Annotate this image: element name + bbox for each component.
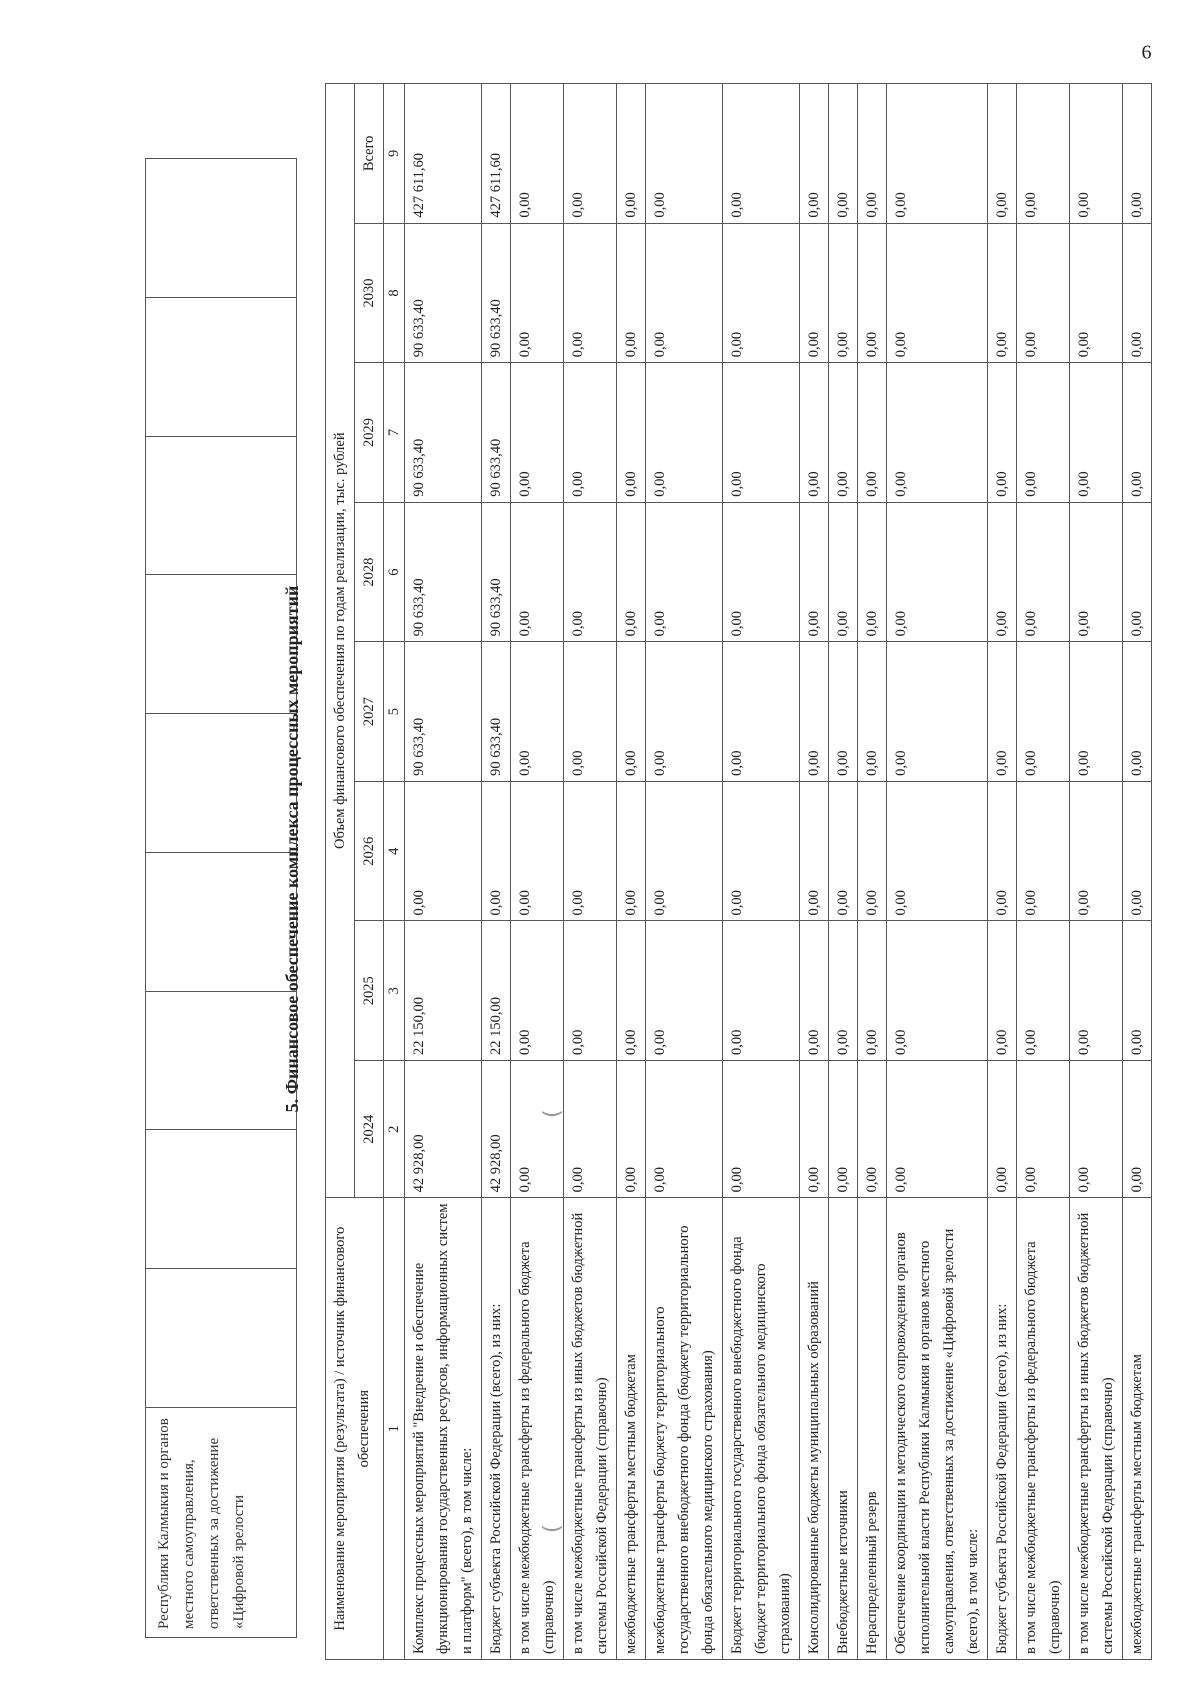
row-year-value: 0,00 xyxy=(617,921,646,1061)
row-total-value: 0,00 xyxy=(988,84,1017,224)
row-year-value: 0,00 xyxy=(1070,781,1123,921)
row-year-value: 0,00 xyxy=(858,781,887,921)
row-year-value: 0,00 xyxy=(1123,363,1152,503)
empty-cell xyxy=(146,297,297,436)
header-index: 4 xyxy=(384,781,405,921)
row-year-value: 90 633,40 xyxy=(405,223,482,363)
row-year-value: 0,00 xyxy=(617,1061,646,1198)
row-year-value: 0,00 xyxy=(800,223,829,363)
row-year-value: 0,00 xyxy=(564,781,617,921)
row-year-value: 0,00 xyxy=(829,921,858,1061)
row-year-value: 0,00 xyxy=(646,1061,723,1198)
row-year-value: 0,00 xyxy=(1017,642,1070,782)
row-year-value: 0,00 xyxy=(887,1061,988,1198)
row-year-value: 0,00 xyxy=(1123,781,1152,921)
row-total-value: 0,00 xyxy=(858,84,887,224)
header-index: 2 xyxy=(384,1061,405,1198)
row-year-value: 0,00 xyxy=(723,1061,800,1198)
table-row xyxy=(829,84,858,1660)
row-year-value: 90 633,40 xyxy=(405,502,482,642)
row-year-value: 0,00 xyxy=(858,1061,887,1198)
row-year-value: 0,00 xyxy=(617,642,646,782)
row-year-value: 42 928,00 xyxy=(482,1061,511,1198)
row-total-value: 0,00 xyxy=(800,84,829,224)
row-year-value: 0,00 xyxy=(1017,1061,1070,1198)
row-year-value: 0,00 xyxy=(405,781,482,921)
row-year-value: 0,00 xyxy=(887,363,988,503)
row-total-value: 0,00 xyxy=(1070,84,1123,224)
row-year-value: 0,00 xyxy=(564,223,617,363)
header-total: Всего xyxy=(355,84,384,224)
row-name: Нераспределенный резерв xyxy=(858,1198,887,1660)
empty-cell xyxy=(146,436,297,575)
row-year-value: 0,00 xyxy=(988,1061,1017,1198)
row-name: Бюджет субъекта Российской Федерации (всего), из них: xyxy=(988,1198,1017,1660)
row-total-value: 0,00 xyxy=(646,84,723,224)
row-year-value: 0,00 xyxy=(800,1061,829,1198)
header-index: 9 xyxy=(384,84,405,224)
responsible-line: местного самоуправления, xyxy=(181,1459,197,1629)
row-year-value: 0,00 xyxy=(829,642,858,782)
table-row xyxy=(1017,84,1070,1660)
row-year-value: 0,00 xyxy=(1123,642,1152,782)
header-index: 1 xyxy=(384,1198,405,1660)
row-total-value: 0,00 xyxy=(564,84,617,224)
row-year-value: 0,00 xyxy=(646,781,723,921)
responsible-line: «Цифровой зрелости xyxy=(231,1494,247,1629)
scan-mark: ( xyxy=(540,1109,565,1118)
row-year-value: 0,00 xyxy=(887,642,988,782)
header-year: 2028 xyxy=(355,502,384,642)
empty-cell xyxy=(146,852,297,991)
row-year-value: 0,00 xyxy=(800,781,829,921)
row-year-value: 0,00 xyxy=(988,921,1017,1061)
row-year-value: 0,00 xyxy=(1017,921,1070,1061)
row-year-value: 0,00 xyxy=(482,781,511,921)
responsible-line: Республики Калмыкия и органов xyxy=(156,1418,172,1629)
row-total-value: 0,00 xyxy=(1017,84,1070,224)
row-name: Обеспечение координации и методического сопровождения органов исполнительной власти Республики Калмыкия и органов местного самоуправления, ответственных за достижение «Цифровой зрелости (всего), в том числе: xyxy=(887,1198,988,1660)
header-index: 5 xyxy=(384,642,405,782)
row-year-value: 0,00 xyxy=(564,642,617,782)
row-year-value: 0,00 xyxy=(646,363,723,503)
row-year-value: 90 633,40 xyxy=(482,363,511,503)
row-year-value: 0,00 xyxy=(1070,1061,1123,1198)
row-year-value: 0,00 xyxy=(511,223,564,363)
row-year-value: 0,00 xyxy=(511,781,564,921)
header-year: 2024 xyxy=(355,1061,384,1198)
header-year: 2027 xyxy=(355,642,384,782)
financing-table xyxy=(325,83,1152,1660)
table-row xyxy=(617,84,646,1660)
page-number: 6 xyxy=(1141,41,1152,64)
header-group: Объем финансового обеспечения по годам реализации, тыс. рублей xyxy=(326,84,355,1198)
empty-cell xyxy=(146,1269,297,1408)
responsible-authorities-cell xyxy=(146,1408,297,1638)
table-row xyxy=(800,84,829,1660)
row-year-value: 0,00 xyxy=(1070,223,1123,363)
responsible-line: ответственных за достижение xyxy=(206,1437,222,1629)
row-year-value: 90 633,40 xyxy=(405,642,482,782)
row-year-value: 0,00 xyxy=(723,781,800,921)
row-year-value: 0,00 xyxy=(887,502,988,642)
row-year-value: 0,00 xyxy=(988,502,1017,642)
row-year-value: 0,00 xyxy=(1070,363,1123,503)
financing-table-body xyxy=(405,84,1152,1660)
row-year-value: 90 633,40 xyxy=(405,363,482,503)
row-name: межбюджетные трансферты местным бюджетам xyxy=(1123,1198,1152,1660)
row-year-value: 0,00 xyxy=(800,921,829,1061)
row-year-value: 0,00 xyxy=(1070,642,1123,782)
row-name: в том числе межбюджетные трансферты из иных бюджетов бюджетной системы Российской Федерации (справочно) xyxy=(564,1198,617,1660)
row-year-value: 0,00 xyxy=(723,502,800,642)
row-year-value: 0,00 xyxy=(511,1061,564,1198)
row-year-value: 0,00 xyxy=(858,363,887,503)
row-year-value: 0,00 xyxy=(1123,1061,1152,1198)
row-year-value: 0,00 xyxy=(988,223,1017,363)
row-year-value: 0,00 xyxy=(723,921,800,1061)
row-year-value: 0,00 xyxy=(1017,363,1070,503)
row-year-value: 90 633,40 xyxy=(482,502,511,642)
row-year-value: 0,00 xyxy=(988,781,1017,921)
empty-cell xyxy=(146,1130,297,1269)
row-year-value: 0,00 xyxy=(564,363,617,503)
row-year-value: 0,00 xyxy=(564,921,617,1061)
row-year-value: 0,00 xyxy=(858,642,887,782)
header-year: 2025 xyxy=(355,921,384,1061)
row-name: Бюджет территориального государственного внебюджетного фонда (бюджет территориального фонда обязательного медицинского страхования) xyxy=(723,1198,800,1660)
row-year-value: 0,00 xyxy=(564,1061,617,1198)
row-year-value: 0,00 xyxy=(723,223,800,363)
row-year-value: 0,00 xyxy=(800,642,829,782)
row-year-value: 0,00 xyxy=(858,921,887,1061)
section-title: 5. Финансовое обеспечение комплекса процессных мероприятий xyxy=(282,585,302,1113)
row-year-value: 0,00 xyxy=(617,223,646,363)
row-year-value: 0,00 xyxy=(723,363,800,503)
row-total-value: 0,00 xyxy=(829,84,858,224)
row-year-value: 0,00 xyxy=(1017,781,1070,921)
header-index: 8 xyxy=(384,223,405,363)
table-row xyxy=(1070,84,1123,1660)
header-year: 2029 xyxy=(355,363,384,503)
table-row xyxy=(858,84,887,1660)
header-index: 7 xyxy=(384,363,405,503)
empty-cell xyxy=(146,714,297,853)
row-year-value: 0,00 xyxy=(829,502,858,642)
row-name: Бюджет субъекта Российской Федерации (всего), из них: xyxy=(482,1198,511,1660)
row-name: межбюджетные трансферты бюджету территориального государственного внебюджетного фонда (бюджету территориального фонда обязательного медицинского страхования) xyxy=(646,1198,723,1660)
row-name: в том числе межбюджетные трансферты из федерального бюджета (справочно) xyxy=(1017,1198,1070,1660)
row-year-value: 0,00 xyxy=(723,642,800,782)
row-year-value: 0,00 xyxy=(646,502,723,642)
table-row xyxy=(887,84,988,1660)
row-year-value: 90 633,40 xyxy=(482,223,511,363)
table-row xyxy=(482,84,511,1660)
header-year: 2026 xyxy=(355,781,384,921)
row-year-value: 0,00 xyxy=(988,642,1017,782)
row-year-value: 0,00 xyxy=(617,363,646,503)
row-total-value: 0,00 xyxy=(887,84,988,224)
row-year-value: 0,00 xyxy=(1017,223,1070,363)
row-name: в том числе межбюджетные трансферты из иных бюджетов бюджетной системы Российской Федерации (справочно) xyxy=(1070,1198,1123,1660)
row-year-value: 0,00 xyxy=(887,921,988,1061)
table-row xyxy=(646,84,723,1660)
table-row xyxy=(723,84,800,1660)
row-name: Комплекс процессных мероприятий "Внедрение и обеспечение функционирования государственных ресурсов, информационных систем и платформ" (всего), в том числе: xyxy=(405,1198,482,1660)
row-year-value: 0,00 xyxy=(1070,921,1123,1061)
row-name: Консолидированные бюджеты муниципальных образований xyxy=(800,1198,829,1660)
row-year-value: 0,00 xyxy=(829,781,858,921)
row-year-value: 0,00 xyxy=(988,363,1017,503)
row-name: межбюджетные трансферты местным бюджетам xyxy=(617,1198,646,1660)
row-year-value: 0,00 xyxy=(887,781,988,921)
row-year-value: 0,00 xyxy=(511,921,564,1061)
table-row xyxy=(405,84,482,1660)
row-year-value: 0,00 xyxy=(1123,223,1152,363)
header-index: 6 xyxy=(384,502,405,642)
row-year-value: 0,00 xyxy=(511,642,564,782)
scan-mark: ( xyxy=(540,1524,565,1533)
row-year-value: 0,00 xyxy=(829,1061,858,1198)
header-index: 3 xyxy=(384,921,405,1061)
row-total-value: 0,00 xyxy=(723,84,800,224)
row-year-value: 90 633,40 xyxy=(482,642,511,782)
row-year-value: 0,00 xyxy=(1123,921,1152,1061)
responsible-authorities-table xyxy=(145,158,297,1638)
row-year-value: 0,00 xyxy=(1070,502,1123,642)
row-year-value: 22 150,00 xyxy=(482,921,511,1061)
row-year-value: 0,00 xyxy=(646,223,723,363)
table-row xyxy=(511,84,564,1660)
row-year-value: 0,00 xyxy=(564,502,617,642)
row-year-value: 0,00 xyxy=(1017,502,1070,642)
header-name-column: Наименование мероприятия (результата) / источник финансового обеспечения xyxy=(326,1198,384,1660)
row-year-value: 0,00 xyxy=(511,363,564,503)
row-year-value: 0,00 xyxy=(829,223,858,363)
row-year-value: 0,00 xyxy=(646,921,723,1061)
header-year: 2030 xyxy=(355,223,384,363)
row-year-value: 0,00 xyxy=(800,502,829,642)
row-name: Внебюджетные источники xyxy=(829,1198,858,1660)
row-year-value: 0,00 xyxy=(617,781,646,921)
row-total-value: 427 611,60 xyxy=(405,84,482,224)
row-year-value: 22 150,00 xyxy=(405,921,482,1061)
empty-cell xyxy=(146,991,297,1130)
table-row xyxy=(564,84,617,1660)
row-total-value: 0,00 xyxy=(511,84,564,224)
row-year-value: 0,00 xyxy=(829,363,858,503)
table-row xyxy=(1123,84,1152,1660)
row-total-value: 0,00 xyxy=(1123,84,1152,224)
row-year-value: 0,00 xyxy=(887,223,988,363)
row-year-value: 0,00 xyxy=(646,642,723,782)
empty-cell xyxy=(146,159,297,298)
empty-cell xyxy=(146,575,297,714)
row-year-value: 0,00 xyxy=(511,502,564,642)
row-year-value: 0,00 xyxy=(858,502,887,642)
row-year-value: 0,00 xyxy=(800,363,829,503)
row-name: в том числе межбюджетные трансферты из федерального бюджета (справочно) xyxy=(511,1198,564,1660)
row-total-value: 0,00 xyxy=(617,84,646,224)
row-year-value: 42 928,00 xyxy=(405,1061,482,1198)
row-total-value: 427 611,60 xyxy=(482,84,511,224)
row-year-value: 0,00 xyxy=(1123,502,1152,642)
row-year-value: 0,00 xyxy=(858,223,887,363)
table-row xyxy=(988,84,1017,1660)
row-year-value: 0,00 xyxy=(617,502,646,642)
